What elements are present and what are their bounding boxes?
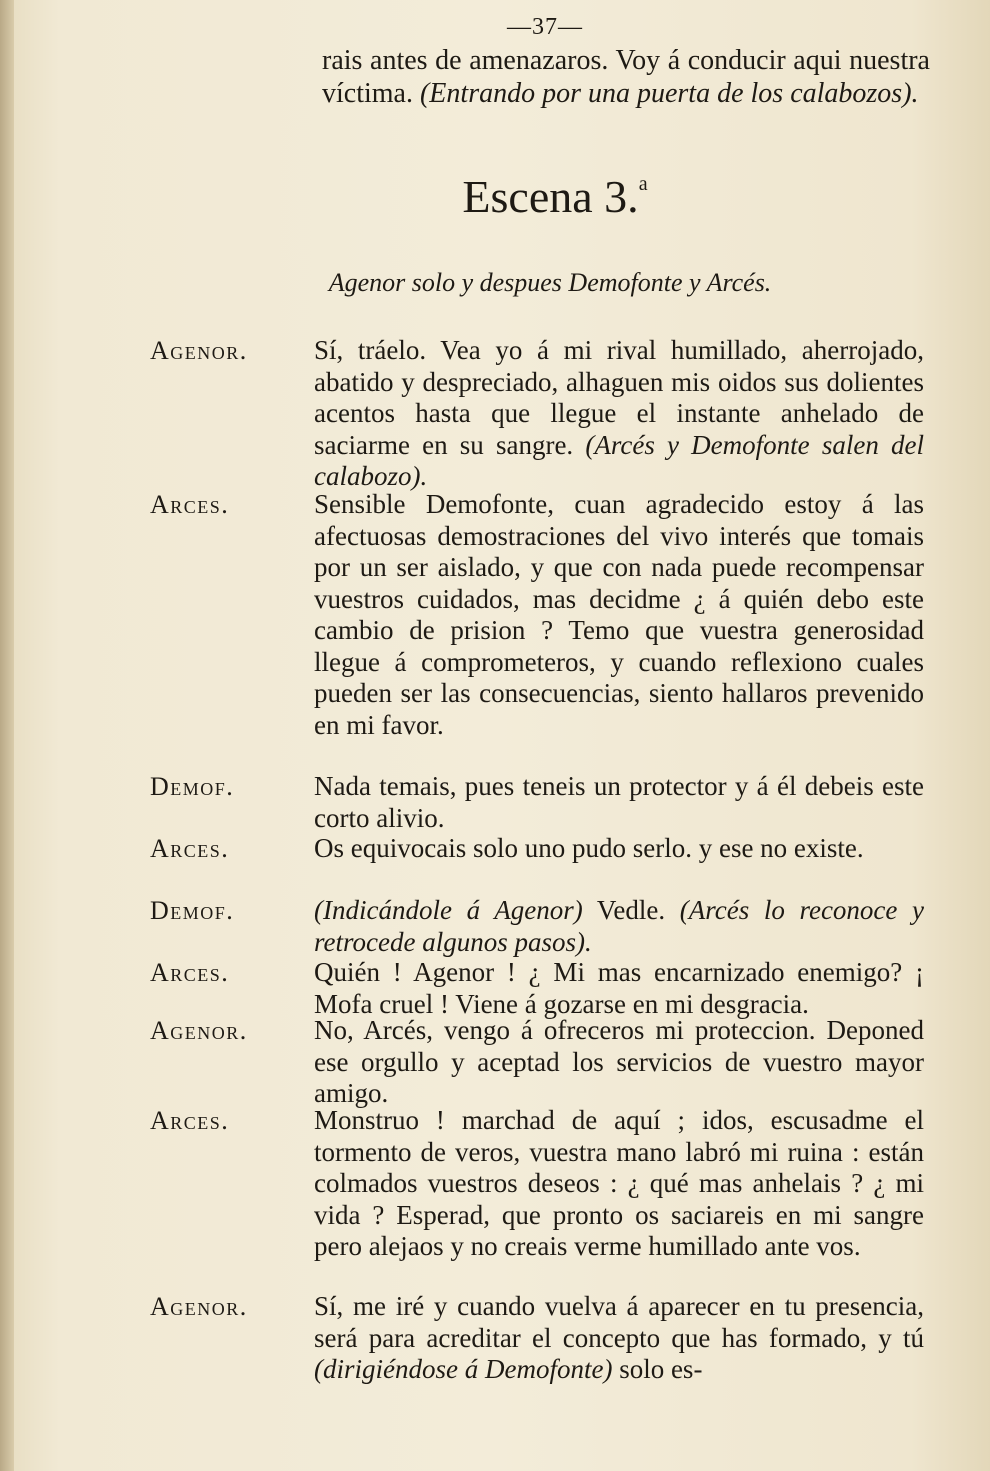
speech-line-text: Monstruo ! marchad de aquí ; idos, escusadme el tormento de veros, vuestra mano labró mi ruina : están colmados vuestros deseos : ¿ qué mas anhelais ? ¿ mi vida ? Esperad, que pronto os saciareis en mi sangre pero alejaos y no creais verme humillado ante vos. <box>314 1105 924 1261</box>
speech-text <box>314 771 924 834</box>
speaker-name: Arces. <box>150 1106 230 1135</box>
speech-line-text: No, Arcés, vengo á ofreceros mi proteccion. Deponed ese orgullo y aceptad los servicios de vuestro mayor amigo. <box>314 1015 924 1108</box>
intro-stage-direction: (Entrando por una puerta de los calabozos). <box>419 78 919 109</box>
speaker-name: Arces. <box>150 834 230 863</box>
speech-stage-direction: (Arcés y Demofonte salen del calabozo). <box>314 429 924 491</box>
speech-text <box>314 957 924 1020</box>
speaker-name: Demof. <box>150 772 235 801</box>
speech-line-text: solo es- <box>619 1354 703 1384</box>
scene-title-superscript: a <box>638 173 648 195</box>
speech-text <box>314 335 924 493</box>
speech-line-text: Nada temais, pues teneis un protector y á él debeis este corto alivio. <box>314 771 924 833</box>
speech-text <box>314 895 924 958</box>
speech-text <box>314 489 924 741</box>
speaker-name: Arces. <box>150 490 230 519</box>
speaker-name: Agenor. <box>150 1292 248 1321</box>
speech-text <box>314 1015 924 1110</box>
scene-title <box>0 170 990 223</box>
speech-text <box>314 1105 924 1263</box>
speaker-name: Agenor. <box>150 336 248 365</box>
speech-line-text: Sí, tráelo. Vea yo á mi rival humillado, aherrojado, abatido y despreciado, alhaguen mis oidos sus dolientes acentos hasta que llegue el instante anhelado de saciarme en su sangre. <box>314 335 924 460</box>
speech-text <box>314 1291 924 1386</box>
intro-text: rais antes de amenazaros. Voy á conducir aqui nuestra víctima. <box>322 45 930 109</box>
speech-text <box>314 833 924 865</box>
speech-stage-direction: (Indicándole á Agenor) <box>314 895 583 925</box>
speaker-name: Demof. <box>150 896 235 925</box>
speech-line-text: Sí, me iré y cuando vuelva á aparecer en tu presencia, será para acreditar el concepto que has formado, y tú <box>314 1291 924 1353</box>
speech-line-text: Vedle. <box>596 895 666 925</box>
speech-line-text: Sensible Demofonte, cuan agradecido estoy á las afectuosas demostraciones del vivo interés que tomais por un ser aislado, y que con nada puede recompensar vuestros cuidados, mas decidme ¿ á quién debo este cambio de prision ? Temo que vuestra generosidad llegue á comprometeros, y cuando reflexiono cuales pueden ser las consecuencias, siento hallaros prevenido en mi favor. <box>314 489 924 740</box>
speech-line-text: Os equivocais solo uno pudo serlo. y ese no existe. <box>314 833 864 863</box>
intro-paragraph <box>322 44 930 110</box>
speech-stage-direction: (dirigiéndose á Demofonte) <box>314 1354 613 1384</box>
speaker-name: Agenor. <box>150 1016 248 1045</box>
speech-stage-direction: (Arcés lo reconoce y retrocede algunos pasos). <box>314 895 925 957</box>
speech-line-text: Quién ! Agenor ! ¿ Mi mas encarnizado enemigo? ¡ Mofa cruel ! Viene á gozarse en mi desgracia. <box>314 957 924 1019</box>
speaker-name: Arces. <box>150 958 230 987</box>
scene-title-text: Escena 3. <box>462 171 639 222</box>
scene-stage-direction: Agenor solo y despues Demofonte y Arcés. <box>328 268 772 297</box>
page-number: —37— <box>507 14 583 40</box>
